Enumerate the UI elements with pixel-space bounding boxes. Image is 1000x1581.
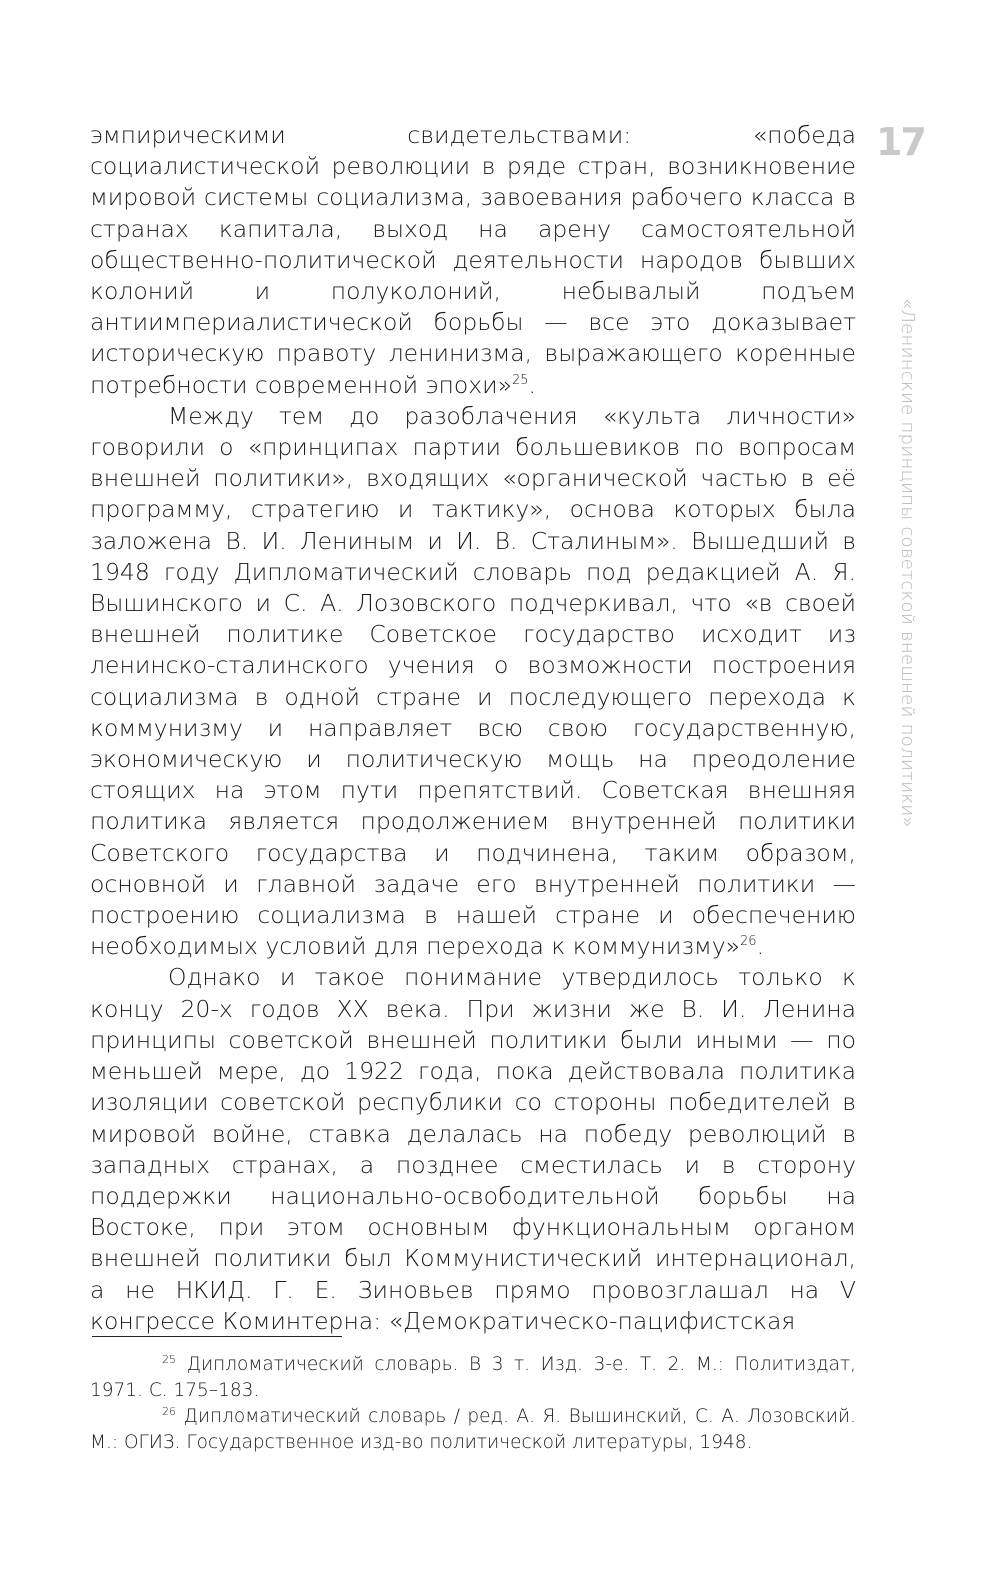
paragraph-3	[90, 962, 856, 1336]
footnote-25-number: 25	[162, 1352, 176, 1366]
footnote-26-number: 26	[162, 1404, 176, 1418]
paragraph-3-text: Однако и такое понимание утвердилось только к концу 20-х годов XX века. При жизни же В. И. Ленина принципы советской внешней политики были иными — по меньшей мере, до 1922 года, пока действовала политика изоляции советской республики со стороны победителей в мировой войне, ставка делалась на победу революций в западных странах, а позднее сместилась и в сторону поддержки национально-освободительной борьбы на Востоке, при этом основным функциональным органом внешней политики был Коммунистический интернационал, а не НКИД. Г. Е. Зиновьев прямо провозглашал на V конгрессе Коминтерна: «Демократическо-пацифистская	[90, 963, 856, 1335]
footnote-25	[90, 1352, 856, 1404]
footnote-divider	[92, 1336, 342, 1337]
footnote-25-text: Дипломатический словарь. В 3 т. Изд. 3-е. Т. 2. М.: Политиздат, 1971. С. 175–183.	[90, 1354, 856, 1401]
paragraph-2: Между тем до разоблачения «культа личности» говорили о «принципах партии большевиков по вопросам внешней политики», входящих «органической частью в её программу, стратегию и тактику», основа которых была заложена В. И. Лениным и И. В. Сталиным». Вышедший в 1948 году Дипломатический словарь под редакцией А. Я. Вышинского и С. А. Лозовского подчеркивал, что «в своей внешней политике Советское государство исходит из ленинско-сталинского учения о возможности построения социализма в одной стране и последующего перехода к коммунизму и направляет всю свою государственную, экономическую и политическую мощь на преодоление стоящих на этом пути препятствий. Советская внешняя политика является продолжением внутренней политики Советского государства и подчинена, таким образом, основной и главной задаче его внутренней политики — построению социализма в нашей стране и обеспечению необходимых условий для перехода к коммунизму»$^{26}$.	[90, 401, 856, 961]
paragraph-1-text: эмпирическими свидетельствами: «победа социалистической революции в ряде стран, возникновение мировой системы социализма, завоевания рабочего класса в странах капитала, выход на арену самостоятельной общественно-политической деятельности народов бывших колоний и полуколоний, небывалый подъем антиимпериалистической борьбы — все это доказывает историческую правоту ленинизма, выражающего коренные потребности современной эпохи»	[90, 121, 856, 399]
main-text	[90, 120, 856, 1337]
paragraph-2-text: Между тем до разоблачения «культа личности» говорили о «принципах партии большевиков по вопросам внешней политики», входящих «органической частью в её программу, стратегию и тактику», основа которых была заложена В. И. Лениным и И. В. Сталиным». Вышедший в 1948 году Дипломатический словарь под редакцией А. Я. Вышинского и С. А. Лозовского подчеркивал, что «в своей внешней политике Советское государство исходит из ленинско-сталинского учения о возможности построения социализма в одной стране и последующего перехода к коммунизму и направляет всю свою государственную, экономическую и политическую мощь на преодоление стоящих на этом пути препятствий. Советская внешняя политика является продолжением внутренней политики Советского государства и подчинена, таким образом, основной и главной задаче его внутренней политики — построению социализма в нашей стране и обеспечению необходимых условий для перехода к коммунизму»	[90, 401, 856, 961]
running-header: «Ленинские принципы советской внешней политики»	[897, 298, 918, 828]
footnote-26-text: Дипломатический словарь / ред. А. Я. Вышинский, С. А. Лозовский. М.: ОГИЗ. Государственное изд-во политической литературы, 1948.	[90, 1406, 856, 1453]
page-number: 17	[876, 120, 925, 164]
paragraph-1: эмпирическими свидетельствами: «победа социалистической революции в ряде стран, возникновение мировой системы социализма, завоевания рабочего класса в странах капитала, выход на арену самостоятельной общественно-политической деятельности народов бывших колоний и полуколоний, небывалый подъем антиимпериалистической борьбы — все это доказывает историческую правоту ленинизма, выражающего коренные потребности современной эпохи»$^{25}$.	[90, 121, 856, 399]
footnote-ref-25: 25	[512, 372, 529, 388]
footnote-26	[90, 1404, 856, 1456]
footnote-ref-26: 26	[740, 934, 757, 950]
footnotes	[90, 1352, 856, 1456]
